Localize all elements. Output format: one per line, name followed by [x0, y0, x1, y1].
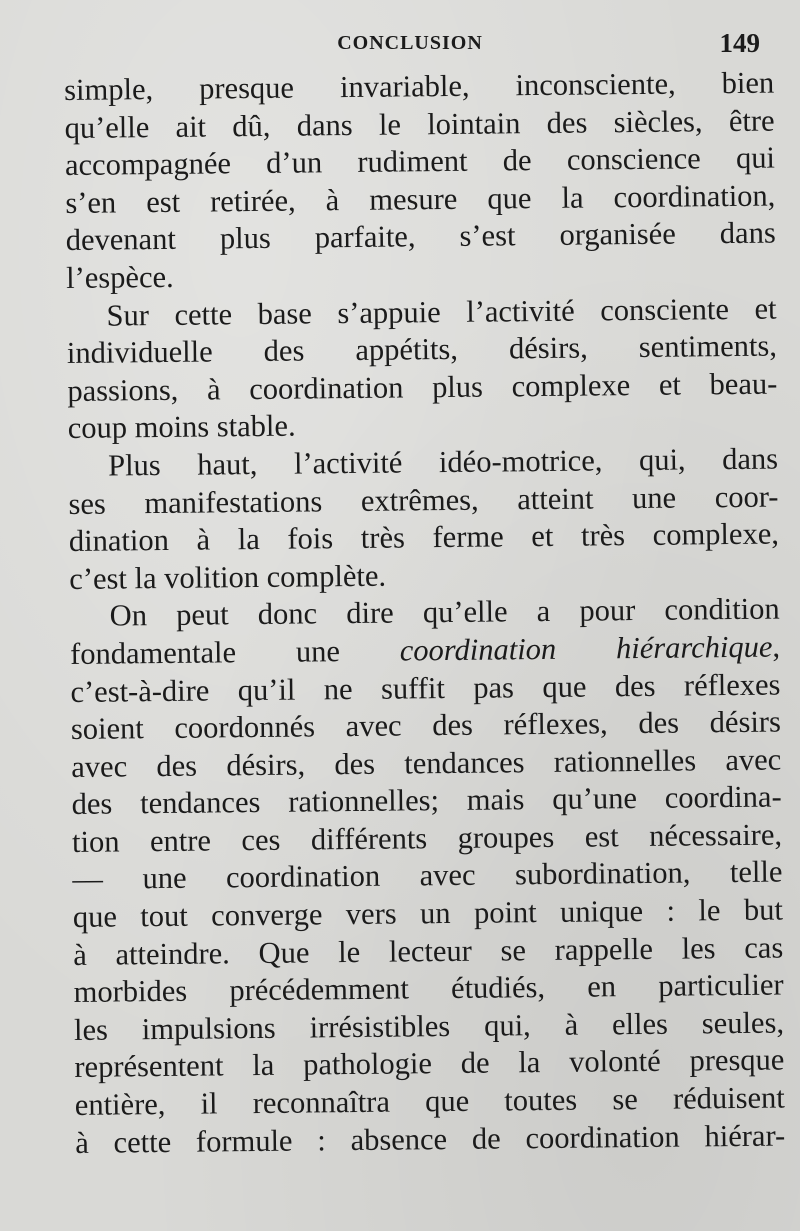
text-line: entière, il reconnaîtra que toutes se réduisent: [74, 1080, 785, 1122]
text-line: accompagnée d’un rudiment de conscience qui: [64, 140, 776, 183]
text-line: coup moins stable.: [67, 408, 296, 446]
text-line: s’en est retirée, à mesure que la coordination,: [65, 178, 776, 220]
text-line: à cette formule : absence de coordination hiérar-: [75, 1118, 786, 1160]
running-title: CONCLUSION: [337, 32, 483, 54]
text-line: qu’elle ait dû, dans le lointain des siècles, être: [64, 103, 775, 145]
body-text: [64, 65, 785, 1163]
text-line: individuelle des appétits, désirs, sentiments,: [66, 328, 778, 371]
text-line: représentent la pathologie de la volonté presque: [74, 1042, 785, 1085]
paragraph-first-line: On peut donc dire qu’elle a pour condition: [109, 591, 780, 633]
text-line: passions, à coordination plus complexe et beau-: [67, 366, 778, 408]
text-segment: fondamentale une: [69, 633, 400, 671]
text-line: c’est la volition complète.: [69, 558, 387, 596]
text-line: à atteindre. Que le lecteur se rappelle les cas: [73, 930, 784, 972]
text-line: morbides précédemment étudiés, en particulier: [73, 967, 784, 1010]
text-line: avec des désirs, des tendances rationnelles avec: [71, 742, 782, 784]
text-line: tion entre ces différents groupes est nécessaire,: [71, 817, 783, 859]
text-line: les impulsions irrésistibles qui, à elles seules,: [73, 1005, 785, 1047]
text-line: — une coordination avec subordination, telle: [72, 854, 783, 897]
text-line: simple, presque invariable, inconsciente, bien: [64, 65, 775, 107]
text-line: ses manifestations extrêmes, atteint une coor-: [68, 479, 779, 521]
emphasized-phrase: coordination hiérarchique: [399, 629, 773, 668]
running-head: [60, 28, 760, 58]
text-line: soient coordonnés avec des réflexes, des désirs: [70, 704, 782, 747]
text-line: devenant plus parfaite, s’est organisée dans: [65, 215, 776, 258]
text-segment: ,: [772, 629, 781, 664]
text-line: dination à la fois très ferme et très complexe,: [68, 516, 780, 559]
text-line: l’espèce.: [65, 259, 174, 295]
text-line: c’est-à-dire qu’il ne suffit pas que des réflexes: [70, 667, 781, 709]
paragraph-first-line: Sur cette base s’appuie l’activité consciente et: [106, 291, 777, 333]
page-number: 149: [719, 28, 760, 58]
text-line: que tout converge vers un point unique : le but: [72, 892, 783, 935]
text-line: des tendances rationnelles; mais qu’une coordina-: [71, 779, 782, 822]
paragraph-first-line: Plus haut, l’activité idéo-motrice, qui, dans: [107, 441, 779, 483]
